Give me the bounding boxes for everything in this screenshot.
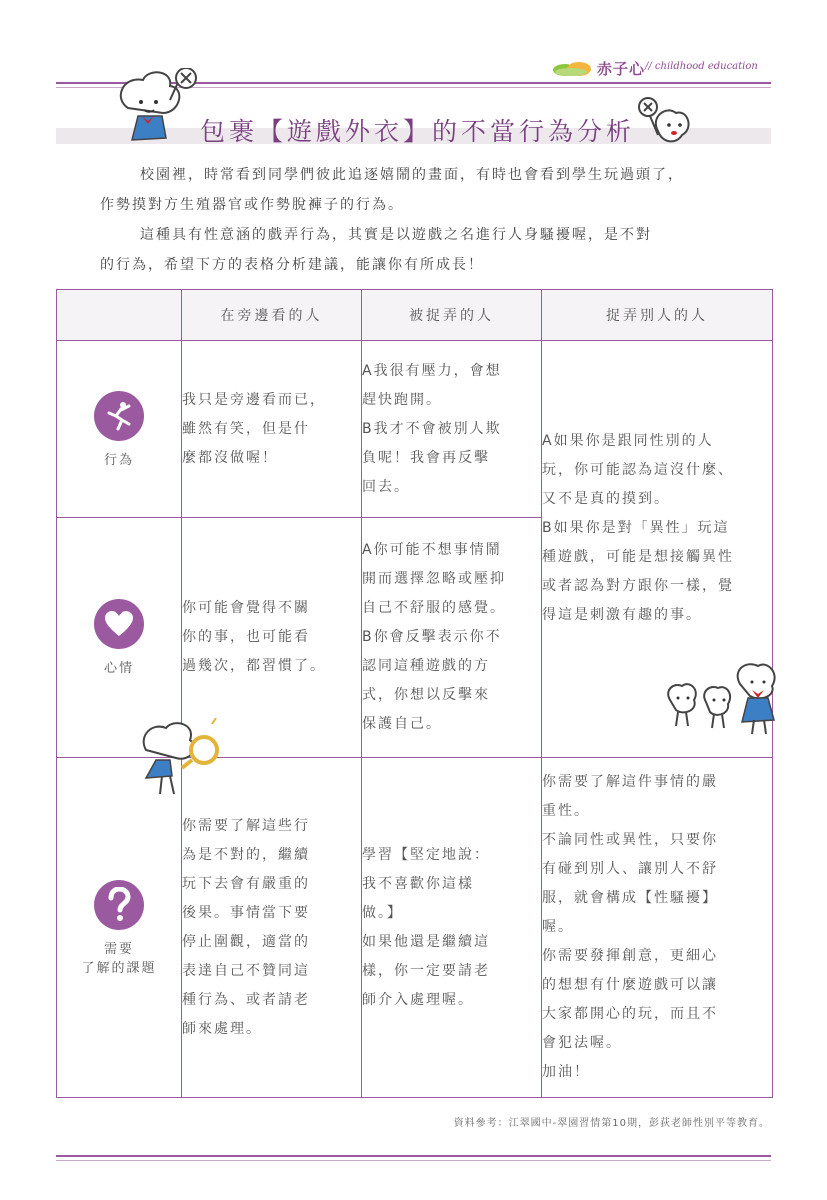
page-title: 包裹【遊戲外衣】的不當行為分析 (200, 117, 636, 146)
text-line: 服，就會構成【性騷擾】 (542, 890, 718, 906)
row-label-lesson-2: 了解的課題 (81, 960, 157, 976)
text-line: 停止圍觀，適當的 (182, 933, 310, 950)
column-header-teaser: 捉弄別人的人 (542, 290, 773, 341)
text-line: 雖然有笑，但是什 (182, 420, 310, 437)
row-label-lesson-1: 需要 (103, 941, 134, 957)
intro-line-1: 校園裡，時常看到同學們彼此追逐嬉鬧的畫面，有時也會看到學生玩過頭了， (140, 167, 684, 183)
text-line: 負呢！我會再反擊 (362, 449, 490, 466)
text-line: 師介入處理喔。 (362, 991, 474, 1008)
text-line: 你需要發揮創意，更細心 (542, 948, 718, 964)
text-line: 你的事，也可能看 (182, 629, 310, 645)
text-line: 喔。 (542, 919, 574, 935)
text-line: 認同這種遊戲的方 (362, 658, 490, 674)
text-line: 加油！ (542, 1064, 590, 1080)
column-header-victim: 被捉弄的人 (362, 290, 542, 341)
lesson-teaser-cell (542, 758, 773, 1098)
text-line: 為是不對的，繼續 (182, 846, 310, 863)
text-line: 師來處理。 (182, 1020, 262, 1037)
footer-rule (56, 1155, 771, 1157)
text-line: 自己不舒服的感覺。 (362, 600, 506, 616)
text-line: 如果他還是繼續這 (362, 933, 490, 950)
text-line: 學習【堅定地說： (362, 846, 490, 863)
row-label-mood: 心情 (103, 661, 134, 676)
mascot-group-icon (664, 656, 782, 738)
text-line: 或者認為對方跟你一樣，覺 (542, 578, 734, 594)
brand-tagline: // childhood education (645, 61, 758, 72)
lesson-bystander-cell (182, 758, 362, 1098)
text-line: 你可能會覺得不關 (182, 600, 310, 616)
lesson-victim-cell (362, 758, 542, 1098)
text-line: 你需要了解這些行 (182, 817, 310, 834)
text-line: 玩，你可能認為這沒什麼、 (542, 462, 734, 478)
intro-line-4: 的行為，希望下方的表格分析建議，能讓你有所成長！ (100, 257, 484, 273)
text-line: 式，你想以反擊來 (362, 687, 490, 703)
text-line: 會犯法喔。 (542, 1035, 622, 1051)
text-line: 後果。事情當下要 (182, 904, 310, 921)
text-line: 麼都沒做喔！ (182, 449, 278, 466)
text-line: 重性。 (542, 803, 590, 819)
behavior-bystander-cell (182, 341, 362, 518)
mascot-x-sign-icon (636, 95, 696, 155)
row-header-behavior (57, 341, 182, 518)
text-line: 大家都開心的玩，而且不 (542, 1006, 718, 1022)
intro-line-3: 這種具有性意涵的戲弄行為，其實是以遊戲之名進行人身騷擾喔，是不對 (140, 227, 652, 243)
brand-logo-icon (553, 56, 593, 76)
reference-note: 資料參考：江翠國中-翠園習情第10期，彭荻老師性別平等教育。 (453, 1118, 770, 1129)
text-line: 保護自己。 (362, 716, 442, 732)
header-corner-cell (57, 290, 182, 341)
text-line: 做。】 (362, 904, 403, 921)
mood-victim-cell (362, 518, 542, 758)
row-header-lesson (57, 758, 182, 1098)
text-line: 有碰到別人、讓別人不舒 (542, 861, 718, 877)
text-line: A我很有壓力，會想 (362, 362, 502, 379)
text-line: 種遊戲，可能是想接觸異性 (542, 549, 734, 565)
column-header-bystander: 在旁邊看的人 (182, 290, 362, 341)
intro-line-2: 作勢摸對方生殖器官或作勢脫褲子的行為。 (100, 197, 404, 213)
text-line: B我才不會被別人欺 (362, 420, 502, 437)
text-line: 得這是刺激有趣的事。 (542, 607, 702, 623)
behavior-victim-cell (362, 341, 542, 518)
question-icon (94, 880, 144, 930)
running-person-icon (94, 391, 144, 441)
text-line: 的想想有什麼遊戲可以讓 (542, 977, 718, 993)
heart-icon (94, 599, 144, 649)
mascot-stop-sign-icon (108, 68, 208, 158)
text-line: 玩下去會有嚴重的 (182, 875, 310, 892)
text-line: 過幾次，都習慣了。 (182, 658, 326, 674)
text-line: 我只是旁邊看而已， (182, 391, 326, 408)
text-line: 我不喜歡你這樣 (362, 875, 474, 892)
text-line: B你會反擊表示你不 (362, 629, 502, 645)
row-label-behavior: 行為 (103, 452, 134, 468)
text-line: 回去。 (362, 478, 410, 495)
text-line: B如果你是對「異性」玩這 (542, 520, 730, 536)
text-line: 開而選擇忽略或壓抑 (362, 571, 506, 587)
text-line: 你需要了解這件事情的嚴 (542, 774, 718, 790)
text-line: 種行為、或者請老 (182, 991, 310, 1008)
text-line: A如果你是跟同性別的人 (542, 433, 714, 449)
text-line: 樣，你一定要請老 (362, 962, 490, 979)
text-line: 表達自己不贊同這 (182, 962, 310, 979)
text-line: 趕快跑開。 (362, 391, 442, 408)
text-line: A你可能不想事情鬧 (362, 542, 502, 558)
mascot-magnifier-icon (138, 718, 230, 800)
text-line: 又不是真的摸到。 (542, 491, 670, 507)
brand-name: 赤子心 (597, 60, 646, 78)
text-line: 不論同性或異性，只要你 (542, 832, 718, 848)
footer-rule-thin (56, 1160, 771, 1161)
